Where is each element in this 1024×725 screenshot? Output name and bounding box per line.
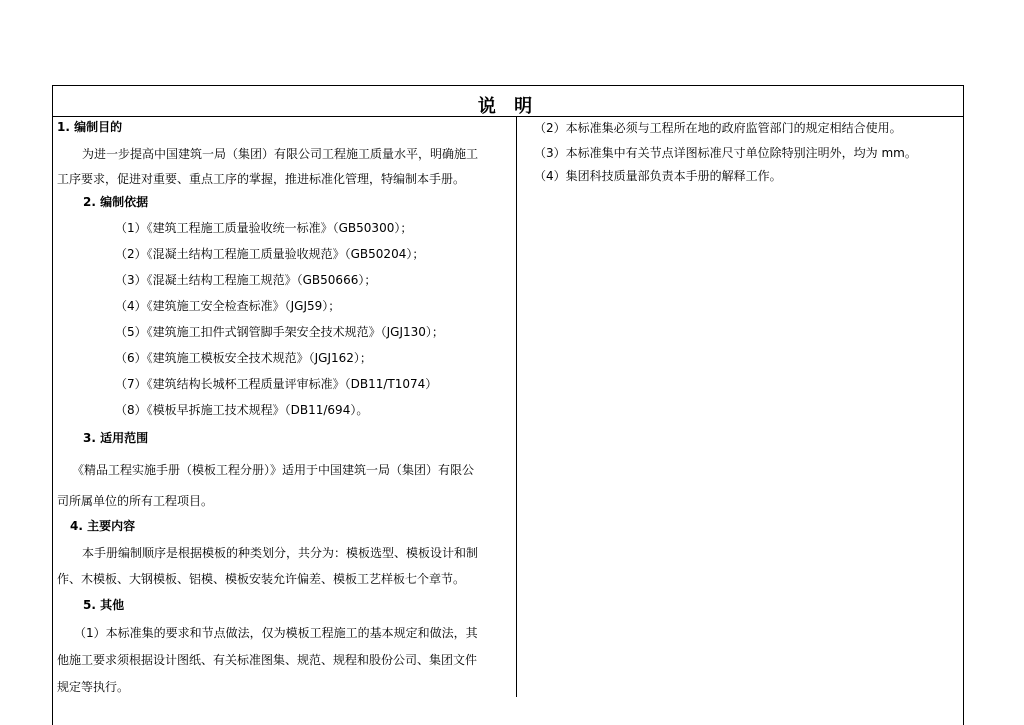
section-4-line-1: 本手册编制顺序是根据模板的种类划分，共分为：模板选型、模板设计和制 — [82, 546, 479, 560]
reference-item: （8）《模板早拆施工技术规程》（DB11/694）。 — [115, 403, 369, 417]
section-1-heading: 1. 编制目的 — [57, 120, 123, 134]
reference-item: （1）《建筑工程施工质量验收统一标准》（GB50300）； — [115, 221, 413, 235]
reference-item: （3）《混凝土结构工程施工规范》（GB50666）； — [115, 273, 377, 287]
section-2-heading: 2. 编制依据 — [83, 195, 149, 209]
section-3-line-1: 《精品工程实施手册（模板工程分册）》适用于中国建筑一局（集团）有限公 — [72, 463, 475, 477]
section-5-line-3: 规定等执行。 — [57, 680, 130, 694]
section-3-line-2: 司所属单位的所有工程项目。 — [57, 494, 214, 508]
section-1-line-1: 为进一步提高中国建筑一局（集团）有限公司工程施工质量水平，明确施工 — [82, 147, 479, 161]
reference-item: （4）《建筑施工安全检查标准》（JGJ59）； — [115, 299, 341, 313]
right-item: （3）本标准集中有关节点详图标准尺寸单位除特别注明外，均为 mm。 — [534, 146, 917, 160]
right-item: （2）本标准集必须与工程所在地的政府监管部门的规定相结合使用。 — [534, 121, 902, 135]
column-divider — [516, 117, 517, 697]
section-5-heading: 5. 其他 — [83, 598, 125, 612]
page-title: 说 明 — [477, 96, 539, 117]
section-5-line-2: 他施工要求须根据设计图纸、有关标准图集、规范、规程和股份公司、集团文件 — [57, 653, 478, 667]
section-4-heading: 4. 主要内容 — [70, 519, 136, 533]
right-item: （4）集团科技质量部负责本手册的解释工作。 — [534, 169, 782, 183]
reference-item: （5）《建筑施工扣件式钢管脚手架安全技术规范》（JGJ130）； — [115, 325, 444, 339]
section-5-line-1: （1）本标准集的要求和节点做法，仅为模板工程施工的基本规定和做法，其 — [74, 626, 478, 640]
reference-item: （7）《建筑结构长城杯工程质量评审标准》（DB11/T1074） — [115, 377, 438, 391]
title-row — [52, 85, 964, 117]
section-3-heading: 3. 适用范围 — [83, 431, 149, 445]
section-1-line-2: 工序要求，促进对重要、重点工序的掌握，推进标准化管理，特编制本手册。 — [57, 172, 466, 186]
reference-item: （6）《建筑施工模板安全技术规范》（JGJ162）； — [115, 351, 372, 365]
section-4-line-2: 作、木模板、大钢模板、铝模、模板安装允许偏差、模板工艺样板七个章节。 — [57, 572, 466, 586]
reference-item: （2）《混凝土结构工程施工质量验收规范》（GB50204）； — [115, 247, 425, 261]
